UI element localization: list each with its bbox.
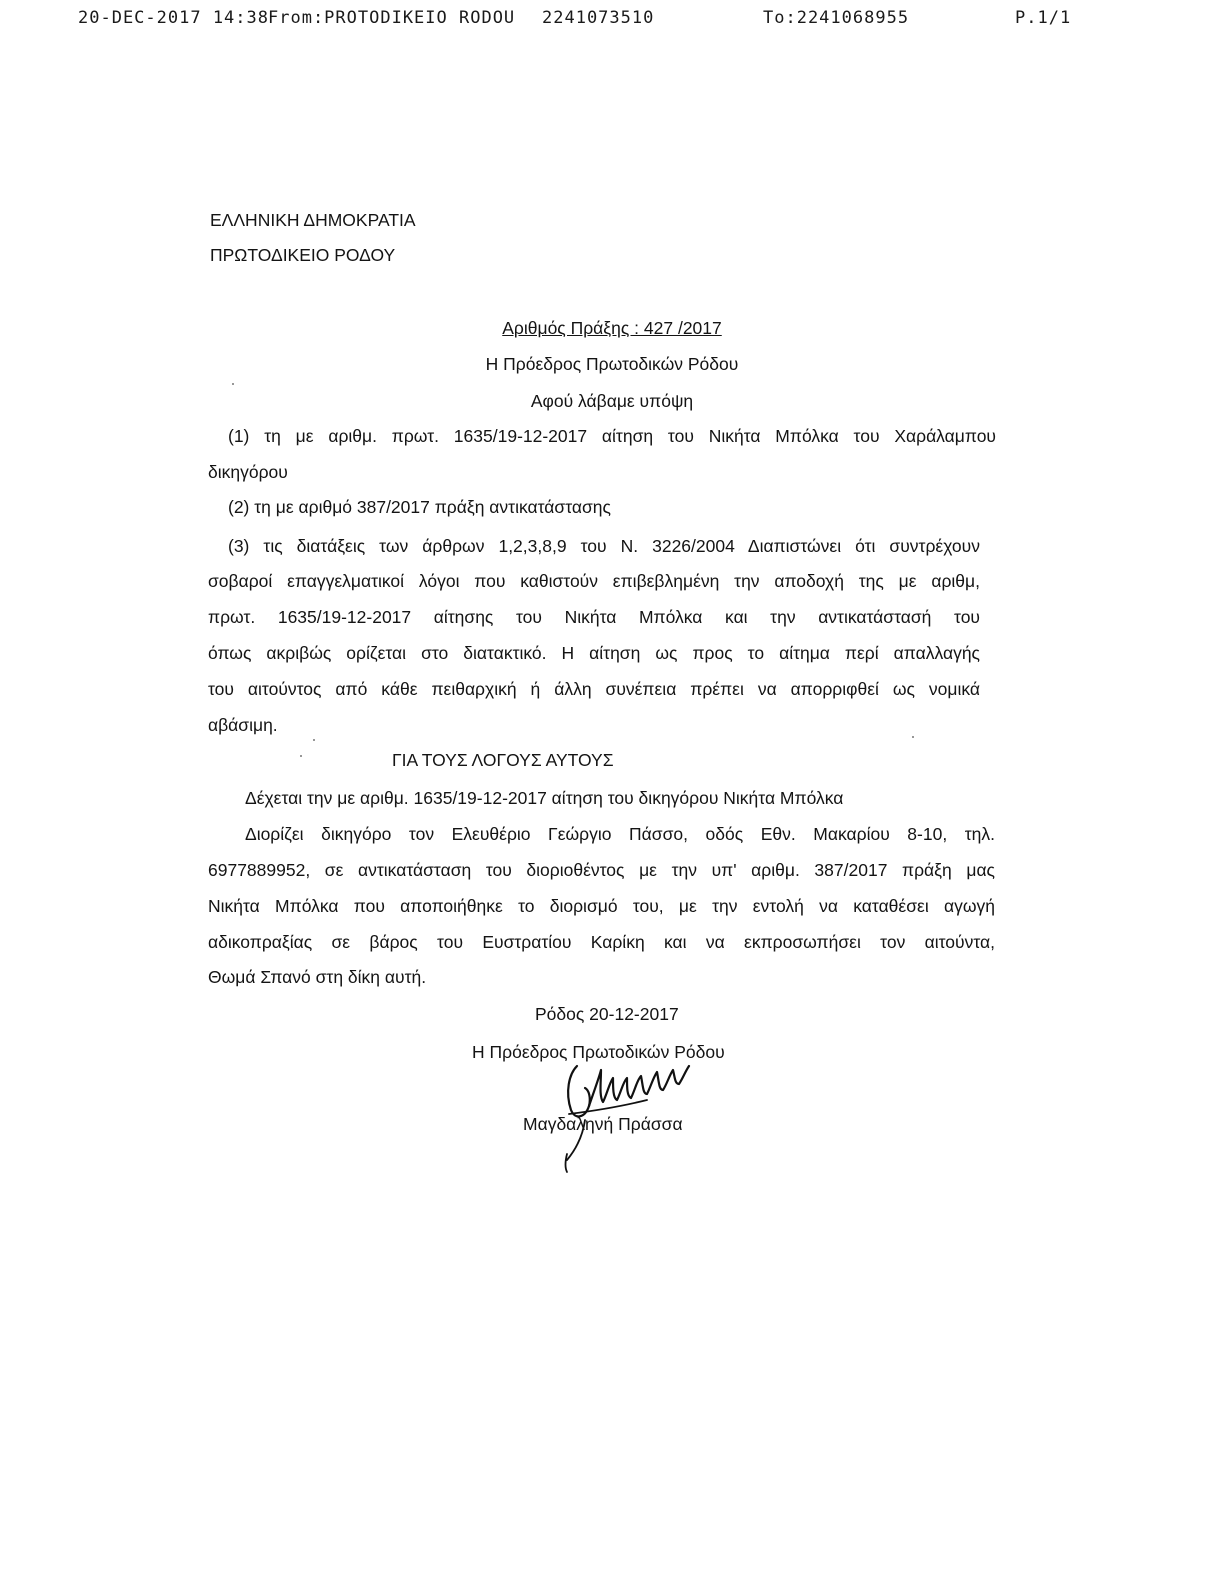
consideration-3-line-4: όπως ακριβώς ορίζεται στο διατακτικό. Η αίτηση ως προς το αίτημα περί απαλλαγής bbox=[208, 643, 980, 663]
ruling-heading: ΓΙΑ ΤΟΥΣ ΛΟΓΟΥΣ ΑΥΤΟΥΣ bbox=[392, 750, 614, 770]
ruling-accepts: Δέχεται την με αριθμ. 1635/19-12-2017 αίτηση του δικηγόρου Νικήτα Μπόλκα bbox=[245, 788, 844, 808]
signature-place-date: Ρόδος 20-12-2017 bbox=[535, 1004, 679, 1024]
fax-datetime: 20-DEC-2017 14:38 bbox=[78, 8, 269, 28]
consideration-1-line-1: (1) τη με αριθμ. πρωτ. 1635/19-12-2017 αίτηση του Νικήτα Μπόλκα του Χαράλαμπου bbox=[228, 426, 996, 446]
consideration-3-line-2: σοβαροί επαγγελματικοί λόγοι που καθιστούν επιβεβλημένη την αποδοχή της με αριθμ, bbox=[208, 571, 980, 591]
consideration-3-line-1: (3) τις διατάξεις των άρθρων 1,2,3,8,9 του Ν. 3226/2004 Διαπιστώνει ότι συντρέχουν bbox=[228, 536, 980, 556]
signatory-name: Μαγδαληνή Πράσσα bbox=[523, 1114, 683, 1134]
fax-from-number: 2241073510 bbox=[542, 8, 655, 28]
letterhead-country: ΕΛΛΗΝΙΚΗ ΔΗΜΟΚΡΑΤΙΑ bbox=[210, 210, 416, 230]
consideration-1-line-2: δικηγόρου bbox=[208, 462, 288, 482]
ruling-appoints-line-5: Θωμά Σπανό στη δίκη αυτή. bbox=[208, 967, 427, 987]
act-number: Αριθμός Πράξης : 427 /2017 bbox=[502, 318, 722, 338]
handwritten-signature bbox=[555, 1048, 705, 1176]
ruling-appoints-line-1: Διορίζει δικηγόρο τον Ελευθέριο Γεώργιο Πάσσο, οδός Εθν. Μακαρίου 8-10, τηλ. bbox=[245, 824, 995, 844]
fax-to: To:2241068955 bbox=[763, 8, 910, 28]
consideration-3-line-3: πρωτ. 1635/19-12-2017 αίτησης του Νικήτα Μπόλκα και την αντικατάστασή του bbox=[208, 607, 980, 627]
fax-page-number: P.1/1 bbox=[1015, 8, 1072, 28]
fax-header bbox=[0, 8, 1224, 32]
ruling-appoints-line-3: Νικήτα Μπόλκα που αποποιήθηκε το διορισμό του, με την εντολή να καταθέσει αγωγή bbox=[208, 896, 995, 916]
letterhead-court: ΠΡΩΤΟΔΙΚΕΙΟ ΡΟΔΟΥ bbox=[210, 245, 396, 265]
consideration-3-line-5: του αιτούντος από κάθε πειθαρχική ή άλλη συνέπεια πρέπει να απορριφθεί ως νομικά bbox=[208, 679, 980, 699]
scan-speck bbox=[912, 736, 914, 738]
ruling-appoints-line-4: αδικοπραξίας σε βάρος του Ευστρατίου Καρίκη και να εκπροσωπήσει τον αιτούντα, bbox=[208, 932, 995, 952]
consideration-3-line-6: αβάσιμη. bbox=[208, 715, 278, 735]
scan-speck bbox=[313, 739, 315, 741]
scan-speck bbox=[232, 383, 234, 385]
signature-title: Η Πρόεδρος Πρωτοδικών Ρόδου bbox=[472, 1042, 725, 1062]
ruling-appoints-line-2: 6977889952, σε αντικατάσταση του διοριοθέντος με την υπ' αριθμ. 387/2017 πράξη μας bbox=[208, 860, 995, 880]
fax-from: From:PROTODIKEIO RODOU bbox=[268, 8, 516, 28]
scan-speck bbox=[300, 755, 302, 757]
act-issuer: Η Πρόεδρος Πρωτοδικών Ρόδου bbox=[485, 354, 739, 374]
act-considering: Αφού λάβαμε υπόψη bbox=[530, 391, 694, 411]
consideration-2: (2) τη με αριθμό 387/2017 πράξη αντικατάστασης bbox=[228, 497, 611, 517]
